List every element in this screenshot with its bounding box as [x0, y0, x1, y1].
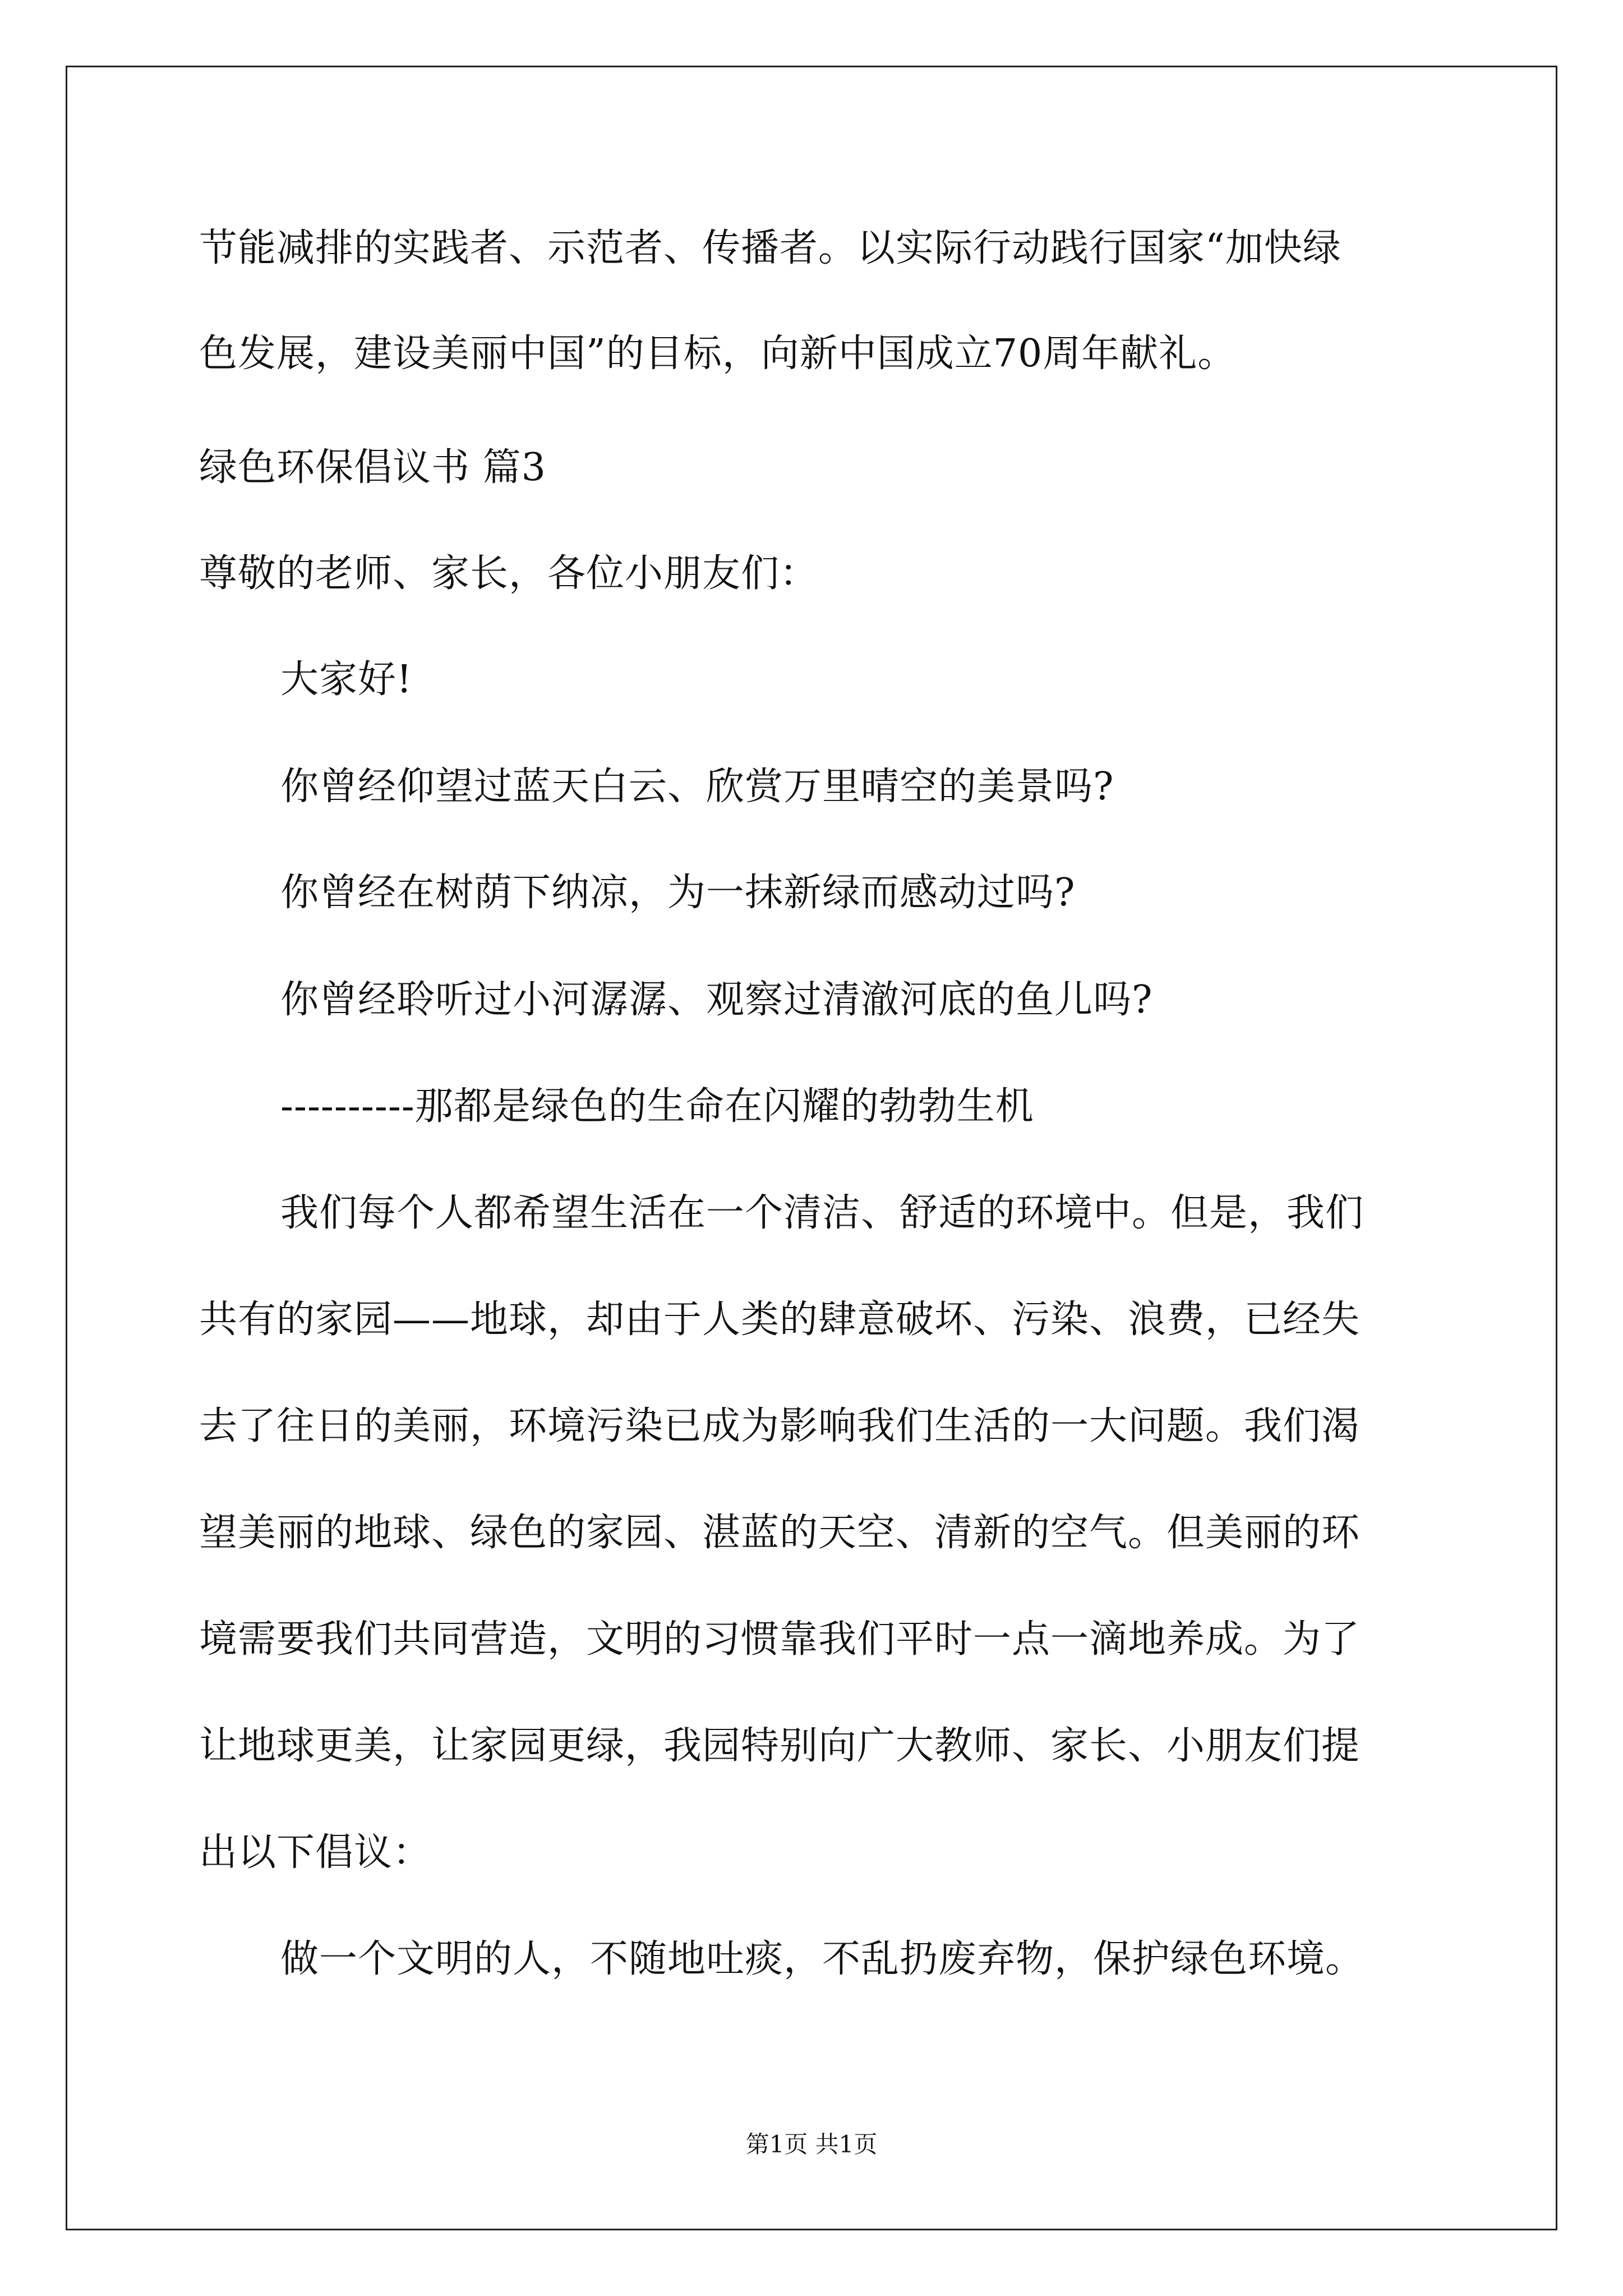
paragraph-line: 你曾经仰望过蓝天白云、欣赏万里晴空的美景吗?: [280, 765, 1114, 809]
paragraph-line: 去了往日的美丽，环境污染已成为影响我们生活的一大问题。我们渴: [199, 1404, 1361, 1448]
paragraph-line: 节能减排的实践者、示范者、传播者。以实际行动践行国家“加快绿: [199, 226, 1341, 270]
paragraph-line: 我们每个人都希望生活在一个清洁、舒适的环境中。但是，我们: [280, 1191, 1364, 1235]
paragraph-line: 望美丽的地球、绿色的家园、湛蓝的天空、清新的空气。但美丽的环: [199, 1511, 1361, 1555]
section-heading: 绿色环保倡议书 篇3: [199, 445, 546, 490]
paragraph-line: 你曾经在树荫下纳凉，为一抹新绿而感动过吗?: [280, 871, 1076, 915]
paragraph-line: 让地球更美，让家园更绿，我园特别向广大教师、家长、小朋友们提: [199, 1724, 1361, 1768]
greeting: 大家好!: [280, 657, 413, 702]
paragraph-line: 境需要我们共同营造，文明的习惯靠我们平时一点一滴地养成。为了: [199, 1617, 1361, 1662]
paragraph-line: 共有的家园——地球，却由于人类的肆意破坏、污染、浪费，已经失: [199, 1297, 1361, 1342]
page-number-footer: 第1页 共1页: [745, 2131, 878, 2158]
salutation: 尊敬的老师、家长，各位小朋友们：: [199, 551, 819, 596]
paragraph-line: 做一个文明的人，不随地吐痰，不乱扔废弃物，保护绿色环境。: [280, 1937, 1364, 1981]
paragraph-line: 色发展，建设美丽中国”的目标，向新中国成立70周年献礼。: [199, 332, 1237, 376]
paragraph-line: 你曾经聆听过小河潺潺、观察过清澈河底的鱼儿吗?: [280, 978, 1153, 1022]
paragraph-line: ----------那都是绿色的生命在闪耀的勃勃生机: [280, 1084, 1034, 1129]
paragraph-line: 出以下倡议：: [199, 1830, 432, 1875]
page-border: [66, 66, 1557, 2230]
